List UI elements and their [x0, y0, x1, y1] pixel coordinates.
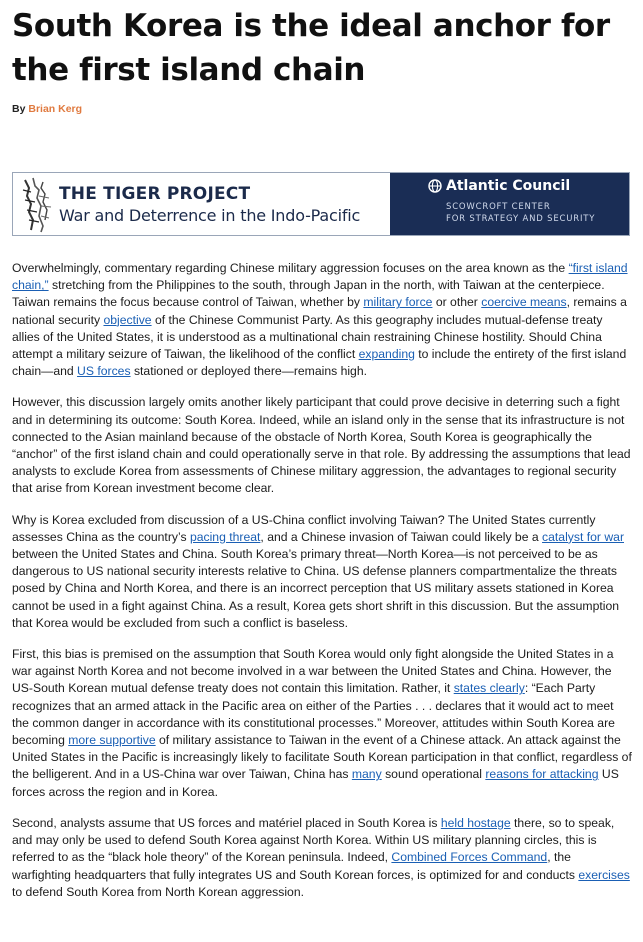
article-paragraph: [12, 394, 632, 497]
inline-link[interactable]: coercive means: [481, 295, 567, 310]
author-link[interactable]: Brian Kerg: [28, 103, 83, 115]
inline-link[interactable]: catalyst for war: [542, 529, 624, 544]
project-subtitle: War and Deterrence in the Indo-Pacific: [59, 206, 361, 225]
paragraph-text: of military assistance to Taiwan in the event of a Chinese attack. An attack against the United States in the Pacific is increasingly likely to facilitate South Korean participation in that conflict, regardless of the belligerent. And in a US-China war over Taiwan, China has: [12, 733, 632, 782]
inline-link[interactable]: expanding: [358, 347, 415, 362]
project-title: THE TIGER PROJECT: [59, 184, 251, 204]
paragraph-text: , remains a national security: [12, 295, 627, 327]
paragraph-text: , and a Chinese invasion of Taiwan could likely be a: [260, 529, 543, 544]
article-paragraph: [12, 512, 632, 632]
inline-link[interactable]: held hostage: [440, 815, 511, 830]
org-name: Atlantic Council: [446, 178, 571, 194]
paragraph-text: or other: [432, 295, 482, 310]
paragraph-text: Overwhelmingly, commentary regarding Chinese military aggression focuses on the area known as the: [12, 261, 569, 275]
paragraph-text: Second, analysts assume that US forces and matériel placed in South Korea is: [12, 815, 441, 830]
paragraph-text: sound operational: [381, 767, 486, 782]
inline-link[interactable]: “first island chain,”: [12, 261, 628, 293]
inline-link[interactable]: military force: [363, 295, 433, 310]
paragraph-text: stretching from the Philippines to the south, through Japan in the north, with Taiwan at the centerpiece. Taiwan remains the focus because control of Taiwan, whether by: [12, 278, 605, 310]
inline-link[interactable]: pacing threat: [189, 529, 261, 544]
paragraph-text: , the warfighting headquarters that fully integrates US and South Korean forces, is optimized for and conducts: [12, 850, 579, 882]
paragraph-text: stationed or deployed there—remains high.: [130, 364, 368, 379]
banner-right: [390, 173, 629, 235]
inline-link[interactable]: objective: [103, 312, 152, 327]
globe-icon: [428, 179, 442, 193]
article-title: South Korea is the ideal anchor for the first island chain: [12, 8, 610, 88]
center-name-line2: FOR STRATEGY AND SECURITY: [446, 214, 596, 224]
inline-link[interactable]: more supportive: [68, 733, 156, 748]
article-paragraph: [12, 646, 632, 801]
inline-link[interactable]: many: [351, 767, 382, 782]
byline-prefix: By: [12, 103, 26, 115]
paragraph-text: However, this discussion largely omits another likely participant that could prove decisive in deterring such a fight and in determining its outcome: South Korea. Indeed, while an island only in the sense that its infrastructure is not connected to the Asian mainland because of the obstacle of North Korea, South Korea is geographically the “anchor” of the first island chain and could operationally serve in that role. By addressing the assumptions that lead analysts to exclude Korea from assessments of Chinese military aggression, the advantages to regional security that arise from Korean investment become clear.: [12, 395, 631, 496]
center-name-line1: SCOWCROFT CENTER: [446, 202, 551, 212]
inline-link[interactable]: reasons for attacking: [485, 767, 599, 782]
inline-link[interactable]: states clearly: [453, 681, 525, 696]
article-paragraph: [12, 260, 632, 380]
paragraph-text: : “Each Party recognizes that an armed attack in the Pacific area on either of the Parties . . . declares that it would act to meet the common danger in accordance with its constitutional processes.” Moreover, attitudes within South Korea are becoming: [12, 681, 615, 748]
paragraph-text: to defend South Korea from North Korean aggression.: [12, 884, 305, 899]
banner-left: [13, 173, 390, 235]
paragraph-text: First, this bias is premised on the assumption that South Korea would only fight alongside the United States in a war against North Korea and not become involved in a war between the United States and China. However, the US-South Korean mutual defense treaty does not contain this limitation. Rather, it: [12, 647, 614, 696]
article-body: [12, 260, 632, 915]
inline-link[interactable]: exercises: [578, 867, 630, 882]
paragraph-text: of the Chinese Communist Party. As this geography includes mutual-defense treaty allies of the United States, it is understood as a multinational chain restraining Chinese hostility. Should China attempt a military seizure of Taiwan, the likelihood of the conflict: [12, 312, 603, 362]
paragraph-text: Why is Korea excluded from discussion of a US-China conflict involving Taiwan? The United States currently assesses China as the country’s: [12, 512, 596, 544]
tiger-project-banner[interactable]: [12, 172, 630, 236]
paragraph-text: to include the entirety of the first island chain—and: [12, 347, 627, 379]
inline-link[interactable]: Combined Forces Command: [391, 850, 548, 865]
article-paragraph: [12, 815, 632, 901]
inline-link[interactable]: US forces: [77, 364, 131, 379]
byline: [12, 103, 82, 115]
tiger-illustration-icon: [19, 176, 55, 234]
paragraph-text: US forces across the region and in Korea.: [12, 767, 619, 799]
paragraph-text: between the United States and China. South Korea’s primary threat—North Korea—is not perceived to be as dangerous to US national security interests relative to China. US defense planners compartmentalize the threats posed by China and North Korea, and there is an incorrect perception that US military assets stationed in Korea cannot be used in a fight against China. As a result, Korea gets short shrift in this discussion. But the assumption that Korea would be excluded from such a conflict is baseless.: [12, 547, 620, 630]
paragraph-text: there, so to speak, and may only be used to defend South Korea against North Korea. Within US military planning circles, this is referred to as the “black hole theory” of the Korean peninsula. Indeed,: [12, 815, 615, 865]
